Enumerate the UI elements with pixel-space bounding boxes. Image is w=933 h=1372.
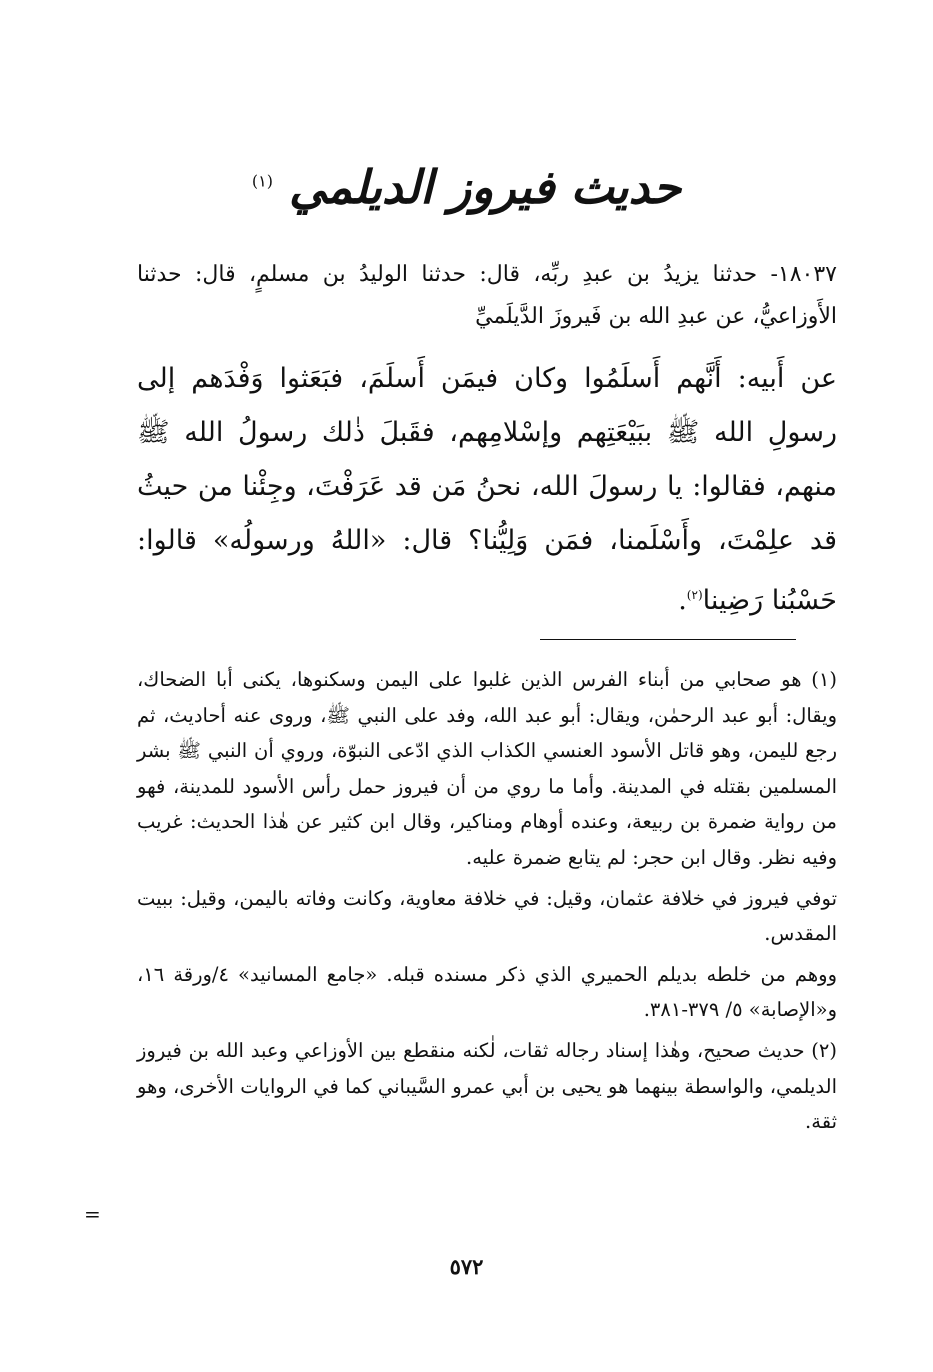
- chapter-title: [0, 160, 933, 214]
- hadith-isnad: ١٨٠٣٧- حدثنا يزيدُ بن عبدِ ربِّه، قال: حدثنا الوليدُ بن مسلمٍ، قال: حدثنا الأَوزاعيُّ، عن عبدِ الله بن فَيروزَ الدَّيلَميِّ: [137, 262, 837, 329]
- footnote-marker-2: (٢): [686, 588, 703, 602]
- footnote-paragraph: (٢) حديث صحيح، وهٰذا إسناد رجاله ثقات، لٰكنه منقطع بين الأوزاعي وعبد الله بن فيروز الديلمي، والواسطة بينهما هو يحيى بن أبي عمرو السَّيباني كما في الروايات الأخرى، وهو ثقة.: [137, 1038, 837, 1134]
- continuation-mark: =: [84, 1202, 101, 1226]
- hadith-matn: [137, 352, 837, 628]
- footnote-paragraph: توفي فيروز في خلافة عثمان، وقيل: في خلافة معاوية، وكانت وفاته باليمن، وقيل: ببيت المقدس.: [137, 886, 837, 946]
- chapter-title-text: حديث فيروز الديلمي: [288, 160, 682, 214]
- page-number: ٥٧٢: [449, 1254, 484, 1279]
- footnote-paragraph: ووهم من خلطه بديلم الحميري الذي ذكر مسنده قبله. «جامع المسانيد» ٤/ورقة ١٦، و«الإصابة» ٥/ ٣٧٩-٣٨١.: [137, 962, 837, 1022]
- footnote-divider: [540, 639, 796, 640]
- hadith-matn-end: .: [678, 585, 687, 616]
- hadith-matn-text: عن أَبيه: أَنَّهم أَسلَمُوا وكان فيمَن أَسلَمَ، فبَعَثوا وَفْدَهم إلى رسولِ الله ﷺ ببَيْعَتِهم وإسْلامِهم، فقَبلَ ذٰلك رسولُ الله ﷺ منهم، فقالوا: يا رسولَ الله، نحنُ مَن قد عَرَفْتَ، وجِئْنا من حيثُ قد علِمْتَ، وأَسْلَمنا، فمَن وَلِيُّنا؟ قال: «اللهُ ورسولُه» قالوا: حَسْبُنا رَضِينا: [137, 363, 837, 616]
- footnote-marker-1: (١): [251, 171, 273, 191]
- footnotes: [137, 662, 837, 1145]
- footnote-paragraph: (١) هو صحابي من أبناء الفرس الذين غلبوا على اليمن وسكنوها، يكنى أبا الضحاك، ويقال: أبو عبد الرحمٰن، ويقال: أبو عبد الله، وفد على النبي ﷺ، وروى عنه أحاديث، ثم رجع لليمن، وهو قاتل الأسود العنسي الكذاب الذي ادّعى النبوّة، وروي أن النبي ﷺ بشر المسلمين بقتله في المدينة. وأما ما روي من أن فيروز حمل رأس الأسود للمدينة، فهو من رواية ضمرة بن ربيعة، وعنده أوهام ومناكير، وقال ابن كثير عن هٰذا الحديث: غريب وفيه نظر. وقال ابن حجر: لم يتابع ضمرة عليه.: [137, 668, 837, 869]
